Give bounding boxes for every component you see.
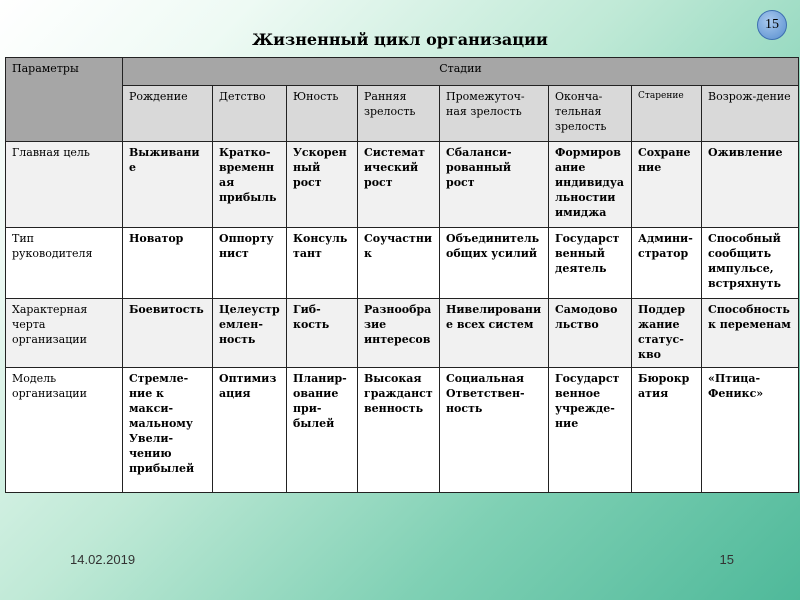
table-cell: Систематический рост <box>358 142 440 228</box>
lifecycle-table <box>5 57 799 493</box>
table-cell: Целеустремлен-ность <box>213 298 287 367</box>
stage-final-maturity: Оконча-тельная зрелость <box>549 86 632 142</box>
row-param: Модель организации <box>6 367 123 492</box>
table-cell: Бюрократия <box>632 367 702 492</box>
table-cell: Планир-ование при-былей <box>287 367 358 492</box>
stage-early-maturity: Ранняя зрелость <box>358 86 440 142</box>
param-header: Параметры <box>6 58 123 142</box>
table-cell: Ускоренный рост <box>287 142 358 228</box>
table-cell: Новатор <box>123 228 213 298</box>
table-cell: Поддержание статус-кво <box>632 298 702 367</box>
stage-aging: Старение <box>632 86 702 142</box>
table-cell: Самодовольство <box>549 298 632 367</box>
table-cell: Способность к переменам <box>702 298 799 367</box>
stage-intermediate-maturity: Промежуточ-ная зрелость <box>440 86 549 142</box>
table-cell: Разнообразие интересов <box>358 298 440 367</box>
table-cell: Социальная Ответствен-ность <box>440 367 549 492</box>
table-cell: Высокая гражданственность <box>358 367 440 492</box>
table-row <box>6 228 799 298</box>
table-cell: Оппортунист <box>213 228 287 298</box>
footer-page-number: 15 <box>719 552 734 567</box>
row-param: Тип руководителя <box>6 228 123 298</box>
table-cell: Сбаланси-рованный рост <box>440 142 549 228</box>
table-cell: «Птица-Феникс» <box>702 367 799 492</box>
table-cell: Гиб-кость <box>287 298 358 367</box>
table-cell: Выживание <box>123 142 213 228</box>
stage-birth: Рождение <box>123 86 213 142</box>
table-cell: Государственное учрежде-ние <box>549 367 632 492</box>
table-cell: Формирование индивидуальностии имиджа <box>549 142 632 228</box>
table-cell: Оптимизация <box>213 367 287 492</box>
table-row <box>6 298 799 367</box>
row-param: Характерная черта организации <box>6 298 123 367</box>
table-cell: Кратко-временная прибыль <box>213 142 287 228</box>
table-row <box>6 367 799 492</box>
slide-number-badge: 15 <box>757 10 787 40</box>
table-cell: Админи-стратор <box>632 228 702 298</box>
stage-childhood: Детство <box>213 86 287 142</box>
table-cell: Объединитель общих усилий <box>440 228 549 298</box>
table-cell: Консуль тант <box>287 228 358 298</box>
footer-date: 14.02.2019 <box>70 552 136 567</box>
table-row <box>6 142 799 228</box>
stages-header: Стадии <box>123 58 799 86</box>
table-cell: Боевитость <box>123 298 213 367</box>
table-cell: Соучастник <box>358 228 440 298</box>
table-cell: Государственный деятель <box>549 228 632 298</box>
stage-rebirth: Возрож-дение <box>702 86 799 142</box>
row-param: Главная цель <box>6 142 123 228</box>
table-cell: Оживление <box>702 142 799 228</box>
table-cell: Нивелирование всех систем <box>440 298 549 367</box>
stage-youth: Юность <box>287 86 358 142</box>
slide-title: Жизненный цикл организации <box>252 30 548 49</box>
table-cell: Сохранение <box>632 142 702 228</box>
table-cell: Способный сообщить импульсе, встряхнуть <box>702 228 799 298</box>
table-cell: Стремле-ние к макси-мальному Увели-чению прибылей <box>123 367 213 492</box>
